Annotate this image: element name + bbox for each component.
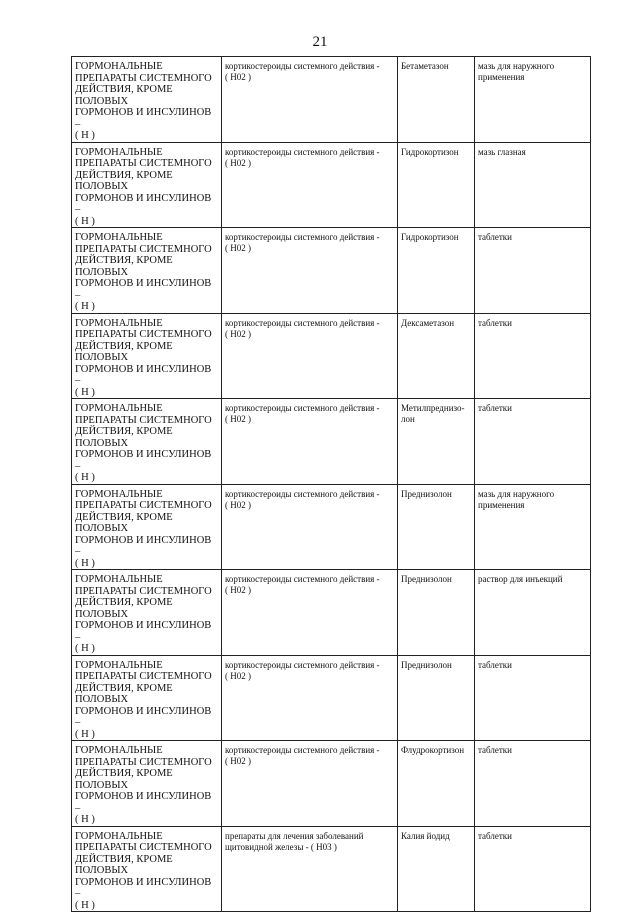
form-cell xyxy=(475,399,591,485)
drug-cell xyxy=(398,57,475,143)
group-text: ГОРМОНАЛЬНЫЕ ПРЕПАРАТЫ СИСТЕМНОГО ДЕЙСТВИЯ, КРОМЕ ПОЛОВЫХ ГОРМОНОВ И ИНСУЛИНОВ – ( H ) xyxy=(75,232,212,312)
drug-name: Калия йодид xyxy=(401,830,450,841)
form-cell xyxy=(475,655,591,741)
group-cell xyxy=(72,826,222,912)
dosage-form: таблетки xyxy=(478,745,513,755)
form-cell xyxy=(475,313,591,399)
group-cell xyxy=(72,741,222,827)
drug-cell xyxy=(398,570,475,656)
group-cell xyxy=(72,142,222,228)
subgroup-cell xyxy=(222,313,398,399)
subgroup-cell xyxy=(222,484,398,570)
subgroup-cell xyxy=(222,142,398,228)
drug-name: Гидрокортизон xyxy=(401,232,459,242)
group-text: ГОРМОНАЛЬНЫЕ ПРЕПАРАТЫ СИСТЕМНОГО ДЕЙСТВИЯ, КРОМЕ ПОЛОВЫХ ГОРМОНОВ И ИНСУЛИНОВ – ( H ) xyxy=(75,403,212,483)
group-cell xyxy=(72,570,222,656)
dosage-form: раствор для инъекций xyxy=(478,574,563,584)
dosage-form: таблетки xyxy=(478,830,513,841)
drug-name: Гидрокортизон xyxy=(401,146,459,157)
group-text: ГОРМОНАЛЬНЫЕ ПРЕПАРАТЫ СИСТЕМНОГО ДЕЙСТВИЯ, КРОМЕ ПОЛОВЫХ ГОРМОНОВ И ИНСУЛИНОВ – ( H ) xyxy=(75,830,212,911)
group-text: ГОРМОНАЛЬНЫЕ ПРЕПАРАТЫ СИСТЕМНОГО ДЕЙСТВИЯ, КРОМЕ ПОЛОВЫХ ГОРМОНОВ И ИНСУЛИНОВ – ( H ) xyxy=(75,317,212,398)
table-row xyxy=(72,313,591,399)
drug-name: Дексаметазон xyxy=(401,317,455,328)
dosage-form: мазь для наружного применения xyxy=(478,61,555,82)
dosage-form: таблетки xyxy=(478,317,513,328)
subgroup-text: кортикостероиды системного действия - ( H02 ) xyxy=(225,745,380,766)
page-number: 21 xyxy=(312,34,328,50)
table-row xyxy=(72,570,591,656)
group-cell xyxy=(72,655,222,741)
subgroup-cell xyxy=(222,228,398,314)
form-cell xyxy=(475,570,591,656)
form-cell xyxy=(475,228,591,314)
table-row xyxy=(72,399,591,485)
group-text: ГОРМОНАЛЬНЫЕ ПРЕПАРАТЫ СИСТЕМНОГО ДЕЙСТВИЯ, КРОМЕ ПОЛОВЫХ ГОРМОНОВ И ИНСУЛИНОВ – ( H ) xyxy=(75,61,212,141)
subgroup-text: кортикостероиды системного действия - ( H02 ) xyxy=(225,61,380,82)
table-row xyxy=(72,228,591,314)
group-text: ГОРМОНАЛЬНЫЕ ПРЕПАРАТЫ СИСТЕМНОГО ДЕЙСТВИЯ, КРОМЕ ПОЛОВЫХ ГОРМОНОВ И ИНСУЛИНОВ – ( H ) xyxy=(75,659,212,740)
subgroup-cell xyxy=(222,570,398,656)
drug-cell xyxy=(398,655,475,741)
subgroup-text: кортикостероиды системного действия - ( H02 ) xyxy=(225,317,380,339)
drug-cell xyxy=(398,741,475,827)
drug-cell xyxy=(398,484,475,570)
group-text: ГОРМОНАЛЬНЫЕ ПРЕПАРАТЫ СИСТЕМНОГО ДЕЙСТВИЯ, КРОМЕ ПОЛОВЫХ ГОРМОНОВ И ИНСУЛИНОВ – ( H ) xyxy=(75,574,212,654)
subgroup-text: кортикостероиды системного действия - ( H02 ) xyxy=(225,403,380,424)
subgroup-cell xyxy=(222,826,398,912)
table-row xyxy=(72,142,591,228)
drug-name: Преднизолон xyxy=(401,659,452,670)
group-text: ГОРМОНАЛЬНЫЕ ПРЕПАРАТЫ СИСТЕМНОГО ДЕЙСТВИЯ, КРОМЕ ПОЛОВЫХ ГОРМОНОВ И ИНСУЛИНОВ – ( H ) xyxy=(75,745,212,825)
drug-cell xyxy=(398,142,475,228)
subgroup-text: кортикостероиды системного действия - ( H02 ) xyxy=(225,232,380,253)
drug-name: Бетаметазон xyxy=(401,61,449,71)
subgroup-text: кортикостероиды системного действия - ( H02 ) xyxy=(225,574,380,595)
group-cell xyxy=(72,399,222,485)
dosage-form: таблетки xyxy=(478,403,513,413)
drug-name: Флудрокортизон xyxy=(401,745,465,755)
dosage-form: таблетки xyxy=(478,659,513,670)
table-row xyxy=(72,57,591,143)
table-row xyxy=(72,484,591,570)
drug-name: Метилпреднизо- лон xyxy=(401,403,465,424)
drug-table xyxy=(71,56,591,912)
subgroup-cell xyxy=(222,399,398,485)
form-cell xyxy=(475,826,591,912)
drug-name: Преднизолон xyxy=(401,574,452,584)
subgroup-cell xyxy=(222,655,398,741)
group-text: ГОРМОНАЛЬНЫЕ ПРЕПАРАТЫ СИСТЕМНОГО ДЕЙСТВИЯ, КРОМЕ ПОЛОВЫХ ГОРМОНОВ И ИНСУЛИНОВ – ( H ) xyxy=(75,488,212,569)
group-cell xyxy=(72,313,222,399)
group-cell xyxy=(72,228,222,314)
form-cell xyxy=(475,142,591,228)
subgroup-text: кортикостероиды системного действия - ( H02 ) xyxy=(225,488,380,510)
subgroup-cell xyxy=(222,741,398,827)
form-cell xyxy=(475,741,591,827)
table-row xyxy=(72,655,591,741)
subgroup-text: препараты для лечения заболеваний щитовидной железы - ( H03 ) xyxy=(225,830,364,852)
form-cell xyxy=(475,484,591,570)
subgroup-text: кортикостероиды системного действия - ( H02 ) xyxy=(225,659,380,681)
drug-name: Преднизолон xyxy=(401,488,452,499)
group-text: ГОРМОНАЛЬНЫЕ ПРЕПАРАТЫ СИСТЕМНОГО ДЕЙСТВИЯ, КРОМЕ ПОЛОВЫХ ГОРМОНОВ И ИНСУЛИНОВ – ( H ) xyxy=(75,146,212,227)
subgroup-text: кортикостероиды системного действия - ( H02 ) xyxy=(225,146,380,168)
drug-cell xyxy=(398,313,475,399)
form-cell xyxy=(475,57,591,143)
drug-cell xyxy=(398,826,475,912)
subgroup-cell xyxy=(222,57,398,143)
drug-table-body xyxy=(72,57,591,912)
dosage-form: таблетки xyxy=(478,232,513,242)
dosage-form: мазь глазная xyxy=(478,146,526,157)
group-cell xyxy=(72,57,222,143)
group-cell xyxy=(72,484,222,570)
drug-cell xyxy=(398,399,475,485)
dosage-form: мазь для наружного применения xyxy=(478,488,555,510)
table-row xyxy=(72,826,591,912)
table-row xyxy=(72,741,591,827)
drug-cell xyxy=(398,228,475,314)
